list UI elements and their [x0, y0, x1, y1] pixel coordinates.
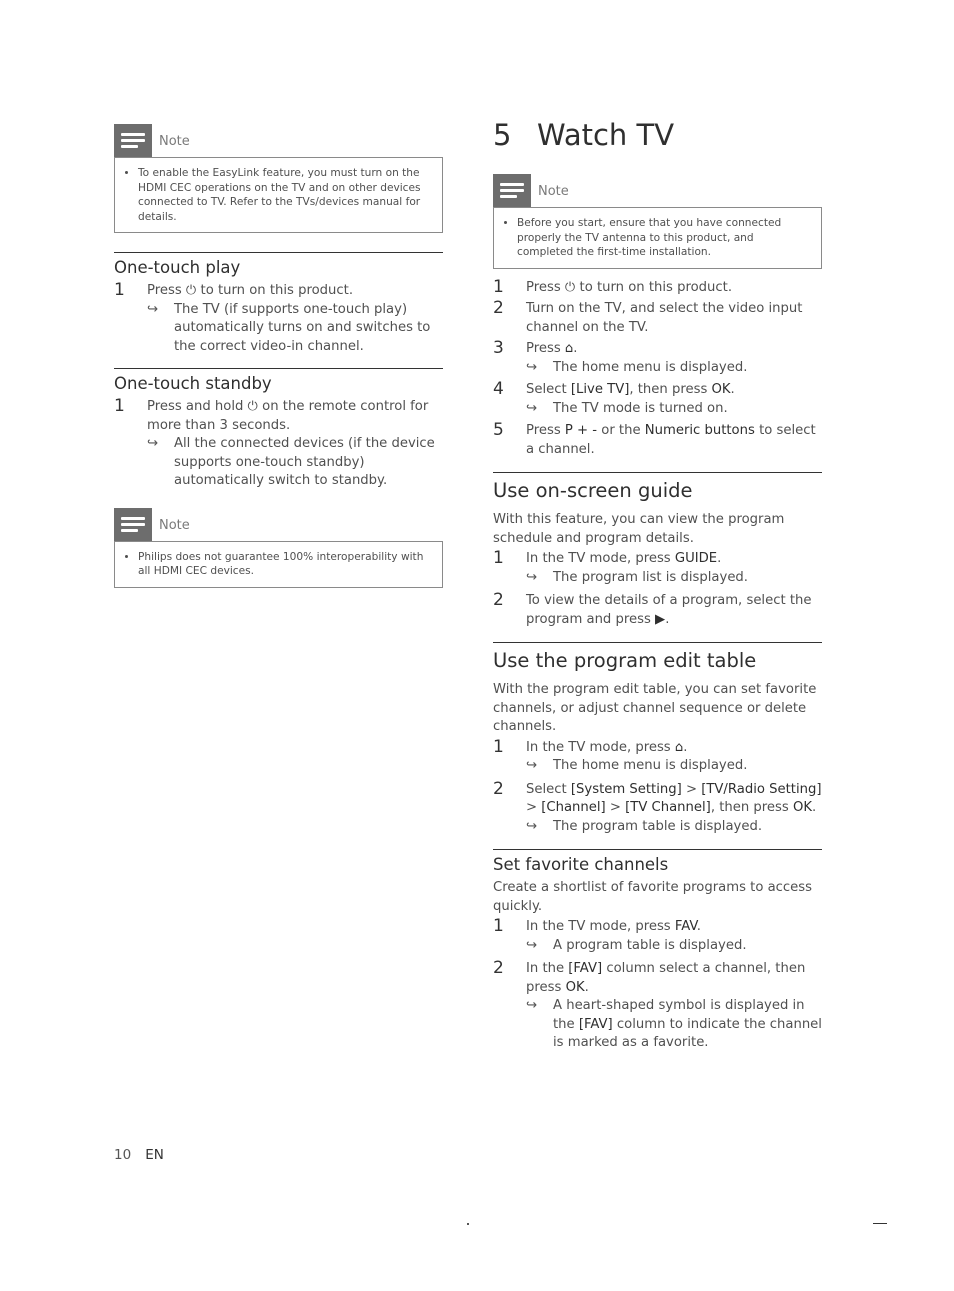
section-title: Use the program edit table	[493, 649, 757, 672]
result-arrow-icon: ↪	[147, 301, 159, 317]
note-label: Note	[538, 184, 569, 199]
page-footer	[114, 1147, 164, 1163]
result-arrow-icon: ↪	[526, 758, 538, 773]
note-icon	[114, 124, 152, 157]
step-result: ↪ The program table is displayed.	[526, 818, 822, 837]
step-item: 3 Press ⌂. ↪ The home menu is displayed.	[493, 340, 822, 377]
step-item: 1 In the TV mode, press FAV. ↪ A program table is displayed.	[493, 918, 822, 955]
note-icon	[493, 174, 531, 207]
note-easylink	[114, 124, 443, 233]
step-item: 1 Press ⏻ to turn on this product. ↪ The TV (if supports one-touch play) automatically turns on and switches to the correct video-in channel.	[114, 282, 443, 356]
crop-mark	[873, 1223, 887, 1224]
note-item: • Before you start, ensure that you have connected properly the TV antenna to this product, and completed the first-time installation.	[517, 216, 811, 260]
step-item: 2 To view the details of a program, select the program and press ▶.	[493, 590, 812, 627]
step-item: 4 Select [Live TV], then press OK. ↪ The TV mode is turned on.	[493, 381, 822, 418]
step-result: ↪ The TV mode is turned on.	[526, 400, 822, 419]
note-item: • Philips does not guarantee 100% interoperability with all HDMI CEC devices.	[138, 550, 432, 579]
section-favorite-channels: Set favorite channels Create a shortlist of favorite programs to access quickly. 1 In the TV mode, press FAV. ↪ A program table is displayed. 2 In the [FAV] column select a channel, then press OK. ↪ A heart-shaped symbol is displayed in the [FAV] column to indicate the channel is marked as a favorite.	[493, 849, 822, 1053]
section-on-screen-guide: Use on-screen guide With this feature, you can view the program schedule and program details. 1 In the TV mode, press GUIDE. ↪ The program list is displayed. 2 To view the details of a program, select the program and press ▶.	[493, 472, 822, 629]
result-arrow-icon: ↪	[526, 569, 538, 585]
step-item: 2 Turn on the TV, and select the video input channel on the TV.	[493, 298, 803, 335]
note-label: Note	[159, 134, 190, 149]
result-arrow-icon: ↪	[526, 359, 538, 375]
page-number: 10	[114, 1147, 132, 1163]
note-interoperability	[114, 508, 443, 588]
home-icon: ⌂	[674, 739, 684, 755]
step-result: ↪ The TV (if supports one-touch play) automatically turns on and switches to the correct video-in channel.	[147, 301, 431, 354]
step-item: 1 Press and hold ⏻ on the remote control for more than 3 seconds. ↪ All the connected devices (if the device supports one-touch standby) automatically switch to standby.	[114, 398, 443, 491]
left-column	[114, 124, 443, 588]
section-one-touch-play	[114, 252, 443, 356]
step-item: 5 Press P + - or the Numeric buttons to select a channel.	[493, 420, 816, 457]
result-arrow-icon: ↪	[526, 937, 538, 953]
result-arrow-icon: ↪	[526, 400, 538, 416]
section-title: One-touch play	[114, 258, 241, 277]
step-item: 1 In the TV mode, press ⌂. ↪ The home menu is displayed.	[493, 739, 822, 776]
step-result: ↪ The home menu is displayed.	[526, 359, 822, 378]
note-label: Note	[159, 517, 190, 533]
result-arrow-icon: ↪	[526, 818, 538, 834]
step-result: ↪ All the connected devices (if the device supports one-touch standby) automatically switch to standby.	[147, 436, 435, 488]
step-item: 1 Press ⏻ to turn on this product.	[493, 276, 733, 297]
section-title: Set favorite channels	[493, 855, 669, 874]
chapter-title: 5 Watch TV	[493, 118, 675, 152]
note-before-start	[493, 174, 822, 269]
watch-tv-steps	[493, 276, 822, 460]
note-item: • To enable the EasyLink feature, you must turn on the HDMI CEC operations on the TV and on other devices connected to TV. Refer to the TVs/devices manual for details.	[138, 166, 432, 224]
step-item: 2 In the [FAV] column select a channel, then press OK. ↪ A heart-shaped symbol is displayed in the [FAV] column to indicate the channel is marked as a favorite.	[493, 960, 822, 1053]
step-item: 2 Select [System Setting] > [TV/Radio Setting] > [Channel] > [TV Channel], then press OK. ↪ The program table is displayed.	[493, 781, 822, 837]
right-column	[493, 116, 822, 1053]
note-icon	[114, 508, 152, 541]
home-icon: ⌂	[564, 341, 574, 356]
crop-mark	[467, 1223, 469, 1225]
step-result: ↪ A program table is displayed.	[526, 937, 822, 956]
section-program-edit-table: Use the program edit table With the program edit table, you can set favorite channels, or adjust channel sequence or delete channels. 1 In the TV mode, press ⌂. ↪ The home menu is displayed. 2 Select [System Setting] > [TV/Radio Setting] > [Channel] > [TV Channel], then press OK. ↪ The program table is displayed.	[493, 642, 822, 836]
section-title: One-touch standby	[114, 374, 272, 393]
section-one-touch-standby	[114, 368, 443, 491]
language-code: EN	[145, 1147, 164, 1163]
step-item: 1 In the TV mode, press GUIDE. ↪ The program list is displayed.	[493, 550, 822, 587]
step-result: ↪ A heart-shaped symbol is displayed in the [FAV] column to indicate the channel is marked as a favorite.	[526, 998, 822, 1050]
section-title: Use on-screen guide	[493, 479, 693, 502]
step-result: ↪ The home menu is displayed.	[526, 757, 822, 776]
result-arrow-icon: ↪	[147, 436, 159, 451]
step-result: ↪ The program list is displayed.	[526, 569, 822, 588]
play-icon: ▶	[655, 611, 666, 627]
result-arrow-icon: ↪	[526, 998, 538, 1013]
